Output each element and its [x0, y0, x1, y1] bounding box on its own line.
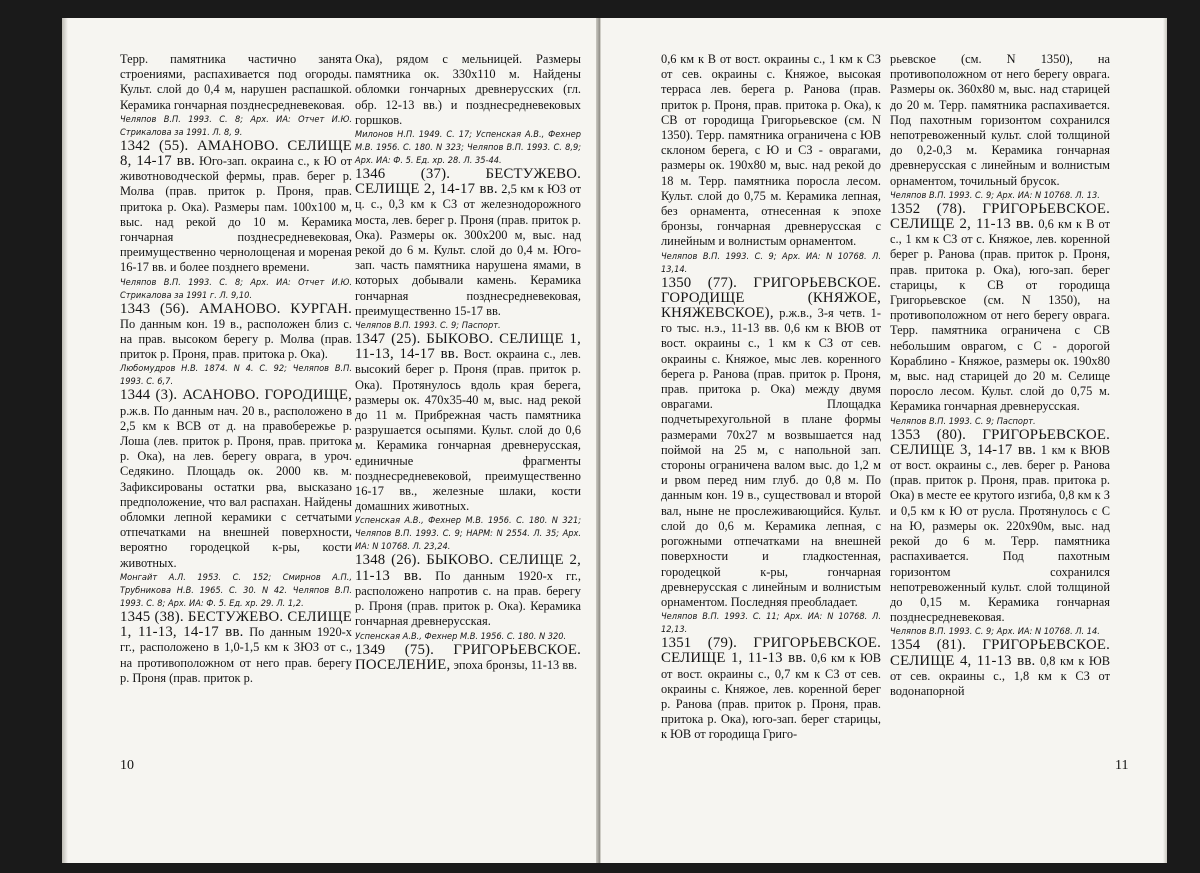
- source-citation-text: Успенская А.В., Фехнер М.В. 1956. С. 180. N 320.: [355, 630, 567, 642]
- entry-heading: 1351 (79). ГРИГОРЬЕВСКОЕ. СЕЛИЩЕ 1, 11-13 вв.: [661, 635, 881, 667]
- entry-heading: 1343 (56). АМАНОВО. КУРГАН.: [120, 300, 352, 317]
- source-citation: [120, 362, 352, 388]
- catalog-entry: [120, 302, 352, 363]
- catalog-entry: [661, 276, 881, 610]
- source-citation: [120, 571, 352, 610]
- source-citation: [120, 276, 352, 302]
- source-citation-text: Челяпов В.П. 1993. С. 9; Арх. ИА: N 10768. Л. 13,14.: [661, 250, 881, 275]
- left-page: [62, 18, 599, 863]
- entry-heading: 1346 (37). БЕСТУЖЕВО. СЕЛИЩЕ 2, 14-17 вв.: [355, 166, 581, 198]
- catalog-entry: [355, 553, 581, 629]
- catalog-entry: [120, 139, 352, 276]
- entry-heading: 1354 (81). ГРИГОРЬЕВСКОЕ. СЕЛИЩЕ 4, 11-13 вв.: [890, 637, 1110, 669]
- source-citation-text: Челяпов В.П. 1993. С. 9; Арх. ИА: N 10768. Л. 14.: [890, 626, 1100, 638]
- source-citation: [120, 113, 352, 139]
- catalog-entry: [355, 167, 581, 319]
- catalog-entry: [661, 636, 881, 742]
- entry-text: По данным 1920-х гг., расположено в 1,0-1,5 км к ЗЮЗ от с., на противоположном от него прав. берегу р. Проня (прав. приток р.: [120, 625, 352, 685]
- source-citation-text: Милонов Н.П. 1949. С. 17; Успенская А.В., Фехнер М.В. 1956. С. 180. N 323; Челяпов В.П. 1993. С. 8,9; Арх. ИА: Ф. 5. Ед. хр. 28. Л. 35-44.: [355, 129, 581, 167]
- entry-heading: 1344 (3). АСАНОВО. ГОРОДИЩЕ,: [120, 387, 352, 404]
- source-citation: [355, 128, 581, 167]
- source-citation-text: Монгайт А.Л. 1953. С. 152; Смирнов А.П., Трубникова Н.В. 1965. С. 30. N 42. Челяпов В.П. 1993. С. 8; Арх. ИА: Ф. 5. Ед. хр. 29. Л. 1,2.: [120, 571, 352, 609]
- column-4: [890, 52, 1110, 699]
- catalog-entry: [890, 638, 1110, 699]
- source-citation-text: Челяпов В.П. 1993. С. 8; Арх. ИА: Отчет И.Ю. Стрикалова за 1991. Л. 8, 9.: [120, 113, 352, 138]
- column-1: [120, 52, 352, 686]
- continued-text: рьевское (см. N 1350), на противоположном от него берегу оврага. Размеры ок. 360x80 м, выс. над старицей до 20 м. Терр. памятника распахивается. Под пахотным горизонтом сохранился непотревоженный культ. слой толщиной до 0,2-0,3 м. Керамика гончарная древнерусская с линейным и волнистым орнаментом, точильный брусок.: [890, 52, 1110, 188]
- entry-text: Юго-зап. окраина с., к Ю от животноводческой фермы, прав. берег р. Молва (прав. приток р. Проня, прав. притока р. Ока). Размеры пам. 100x100 м, выс. над рекой до 10 м. Керамика гончарная позднесредневековая, преимущественно чернолощеная и мореная 16-17 вв. и более позднего времени.: [120, 154, 352, 275]
- source-citation: [355, 514, 581, 553]
- catalog-entry: [355, 332, 581, 514]
- entry-text: 1 км к ВЮВ от вост. окраины с., лев. берег р. Ранова (прав. приток р. Проня, прав. притока р. Ока) в месте ее крутого изгиба, 0,8 км к З и 0,5 км к Ю от русла. Протянулось с С на Ю, размеры ок. 220x90м, выс. над рекой до 6 м. Терр. памятника распахивается. Под пахотным горизонтом сохранился непотревоженный культ. слой толщиной до 0,15 м. Керамика гончарная позднесредневековая.: [890, 442, 1110, 625]
- entry-text: эпоха бронзы, 11-13 вв.: [453, 657, 578, 672]
- catalog-entry: [120, 610, 352, 686]
- source-citation-text: Челяпов В.П. 1993. С. 11; Арх. ИА: N 10768. Л. 12,13.: [661, 611, 881, 636]
- column-2: [355, 52, 581, 673]
- continued-text: Терр. памятника частично занята строениями, распахивается под огороды. Культ. слой до 0,4 м, нарушен распашкой. Керамика гончарная позднесредневековая.: [120, 52, 352, 112]
- entry-text: По данным 1920-х гг., расположено напротив с. на прав. берегу р. Проня (прав. приток р. Ока). Керамика гончарная древнерусская.: [355, 568, 581, 629]
- source-citation-text: Челяпов В.П. 1993. С. 9; Арх. ИА: N 10768. Л. 13.: [890, 189, 1100, 201]
- catalog-entry: [890, 428, 1110, 626]
- source-citation-text: Челяпов В.П. 1993. С. 9; Паспорт.: [890, 415, 1036, 427]
- entry-heading: 1352 (78). ГРИГОРЬЕВСКОЕ. СЕЛИЩЕ 2, 11-13 вв.: [890, 200, 1110, 233]
- catalog-entry: [890, 202, 1110, 415]
- source-citation: [661, 250, 881, 276]
- entry-text: 0,8 км к ЮВ от сев. окраины с., 1,8 км к СЗ от водонапорной: [890, 653, 1110, 698]
- source-citation-text: Любомудров Н.В. 1874. N 4. С. 92; Челяпов В.П. 1993. С. 6,7.: [120, 363, 352, 388]
- source-citation-text: Челяпов В.П. 1993. С. 8; Арх. ИА: Отчет И.Ю. Стрикалова за 1991 г. Л. 9,10.: [120, 276, 352, 301]
- continued-text: 0,6 км к В от вост. окраины с., 1 км к СЗ от сев. окраины с. Княжое, высокая терраса лев. берега р. Ранова (прав. приток р. Проня, прав. притока р. Ока), к СВ от городища Григорьевское (см. N 1350). Терр. памятника ограничена с ЮВ склоном берега, с Ю и СЗ - оврагами, размеры ок. 190x80 м, выс. над рекой до 18 м. Терр. памятника поросла лесом. Культ. слой до 0,75 м. Керамика лепная, без орнамента, отнесенная к эпохе бронзы, гончарная древнерусская с линейным и волнистым орнаментом.: [661, 52, 881, 249]
- catalog-entry: [120, 388, 352, 570]
- entry-text: По данным кон. 19 в., расположен близ с. на прав. высоком берегу р. Молва (прав. приток р. Проня, прав. притока р. Ока).: [120, 316, 352, 362]
- continued-text: Ока), рядом с мельницей. Размеры памятника ок. 330x110 м. Найдены обломки гончарных древнерусских (гл. обр. 12-13 вв.) и позднесредневековых горшков.: [355, 52, 581, 127]
- entry-heading: 1348 (26). БЫКОВО. СЕЛИЩЕ 2, 11-13 вв.: [355, 552, 581, 584]
- entry-heading: 1350 (77). ГРИГОРЬЕВСКОЕ. ГОРОДИЩЕ (КНЯЖОЕ, КНЯЖЕВСКОЕ),: [661, 274, 881, 322]
- page-number-right: 11: [1115, 758, 1129, 773]
- entry-text: 0,6 км к В от с., 1 км к СЗ от с. Княжое, лев. коренной берег р. Ранова (прав. приток р. Проня, прав. притока р. Ока), юго-зап. берег старицы, к СВ от городища Григорьевское (см. N 1350), на противоположном от него берегу оврага. Терр. памятника ограничена с СВ небольшим оврагом, с С - дорогой Кораблино - Княжое, размеры ок. 190x80 м, выс. над старицей до 20 м. Селище поросло лесом. Культ. слой до 0,75 м. Керамика гончарная древнерусская.: [890, 217, 1110, 414]
- right-page: [600, 18, 1167, 863]
- entry-heading: 1345 (38). БЕСТУЖЕВО. СЕЛИЩЕ 1, 11-13, 14-17 вв.: [120, 608, 352, 641]
- source-citation: [661, 610, 881, 636]
- entry-text: 2,5 км к ЮЗ от ц. с., 0,3 км к СЗ от железнодорожного моста, лев. берег р. Проня (прав. приток р. Ока). Размеры ок. 300x200 м, выс. над рекой до 6 м. Культ. слой до 0,4 м. Юго-зап. часть памятника нарушена ямами, в которых добывали камень. Керамика гончарная позднесредневековая, преимущественно 15-17 вв.: [355, 182, 582, 318]
- source-citation-text: Челяпов В.П. 1993. С. 9; Паспорт.: [355, 320, 501, 332]
- entry-text: Вост. окраина с., лев. высокий берег р. Проня (прав. приток р. Ока). Протянулось вдоль края берега, размеры ок. 470x35-40 м, выс. над рекой до 11 м. Прибрежная часть памятника разрушается осыпями. Культ. слой до 0,6 м. Керамика гончарная древнерусская, единичные фрагменты позднесредневековой, преимущественно 16-17 вв., железные шлаки, кости домашних животных.: [355, 347, 581, 514]
- entry-text: 0,6 км к ЮВ от вост. окраины с., 0,7 км к СЗ от сев. окраины с. Княжое, лев. коренной берег р. Ранова (прав. приток р. Проня, прав. притока р. Ока), юго-зап. берег старицы, к ЮВ от городища Григо-: [661, 651, 881, 742]
- column-3: [661, 52, 881, 743]
- catalog-entry: [355, 643, 581, 673]
- entry-heading: 1353 (80). ГРИГОРЬЕВСКОЕ. СЕЛИЩЕ 3, 14-17 вв.: [890, 426, 1110, 458]
- entry-heading: 1342 (55). АМАНОВО. СЕЛИЩЕ 8, 14-17 вв.: [120, 137, 352, 170]
- entry-heading: 1347 (25). БЫКОВО. СЕЛИЩЕ 1, 11-13, 14-17 вв.: [355, 331, 581, 363]
- source-citation-text: Успенская А.В., Фехнер М.В. 1956. С. 180. N 321; Челяпов В.П. 1993. С. 9; НАРМ: N 2554. Л. 35; Арх. ИА: N 10768. Л. 23,24.: [355, 515, 581, 553]
- page-number-left: 10: [120, 758, 134, 773]
- entry-text: р.ж.в. По данным нач. 20 в., расположено в 2,5 км к ВСВ от д. на правобережье р. Лоша (лев. приток р. Проня, прав. притока р. Ока), на лев. берегу оврага, в уроч. Седякино. Площадь ок. 2000 кв. м. Зафиксированы остатки рва, высказано предположение, что вал распахан. Найдены обломки лепной керамики с сетчатыми отпечатками на внешней поверхности, вероятно городецкой к-ры, кости животных.: [120, 403, 352, 570]
- entry-heading: 1349 (75). ГРИГОРЬЕВСКОЕ. ПОСЕЛЕНИЕ,: [355, 641, 581, 673]
- entry-text: р.ж.в., 3-я четв. 1-го тыс. н.э., 11-13 вв. 0,6 км к ВЮВ от вост. окраины с., 1 км к СЗ от сев. окраины с. Княжое, мыс лев. коренного берега р. Ранова (прав. приток р. Проня, прав. притока р. Ока) между двумя оврагами. Площадка подчетырехугольной в плане формы размерами 70x27 м возвышается над поймой на 25 м, с напольной зап. стороны ограничена валом выс. до 1,2 м и рвом перед ним глуб. до 0,8 м. По данным кон. 19 в., существовал и второй вал, ныне не прослеживающийся. Культ. слой до 0,6 м. Керамика лепная, с рогожными отпечатками на внешней поверхности и гладкостенная, городецкой к-ры, гончарная древнерусская с линейным и волнистым орнаментом. Последняя преобладает.: [661, 306, 881, 609]
